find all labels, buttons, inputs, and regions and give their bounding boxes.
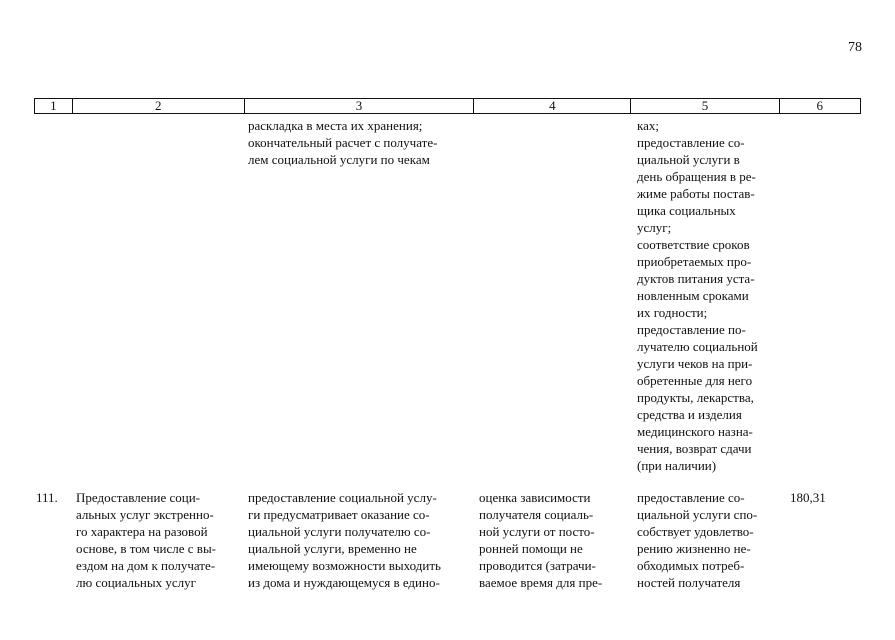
row-111-assessment: оценка зависимости получателя социаль- ной услуги от посто- ронней помощи не проводится (затрачи- ваемое время для пре-: [479, 490, 603, 590]
continuation-col3-text: раскладка в места их хранения; окончательный расчет с получате- лем социальной услуги по чекам: [248, 118, 438, 167]
row-111-number: 111.: [36, 490, 58, 505]
row-111-price: 180,31: [790, 490, 826, 505]
header-col-3: 3: [245, 99, 475, 113]
header-col-6: 6: [816, 98, 823, 113]
page-number: 78: [848, 40, 862, 55]
row-111-quality-indicators: предоставление со- циальной услуги спо- собствует удовлетво- рению жизненно не- обходимых потреб- ностей получателя: [637, 490, 758, 590]
header-col-5: 5: [631, 99, 779, 113]
header-col-2: 2: [73, 99, 245, 113]
header-col-4: 4: [474, 99, 631, 113]
continuation-col5-text: ках; предоставление со- циальной услуги в день обращения в ре- жиме работы постав- щика социальных услуг; соответствие сроков приобретаемых про- дуктов питания уста- новленным сроками их годности; предоставление по- лучателю социальной услуги чеков на при- обретенные для него продукты, лекарства, средства и изделия медицинского назна- чения, возврат сдачи (при наличии): [637, 118, 758, 473]
row-111-service-name: Предоставление соци- альных услуг экстренно- го характера на разовой основе, в том числе с вы- ездом на дом к получате- лю социальных услуг: [76, 490, 217, 590]
header-col-1: 1: [35, 99, 73, 113]
table-header-row: [34, 98, 861, 114]
row-111-service-description: предоставление социальной услу- ги предусматривает оказание со- циальной услуги получателю со- циальной услуги, временно не имеющему возможности выходить из дома и нуждающемуся в едино-: [248, 490, 441, 590]
